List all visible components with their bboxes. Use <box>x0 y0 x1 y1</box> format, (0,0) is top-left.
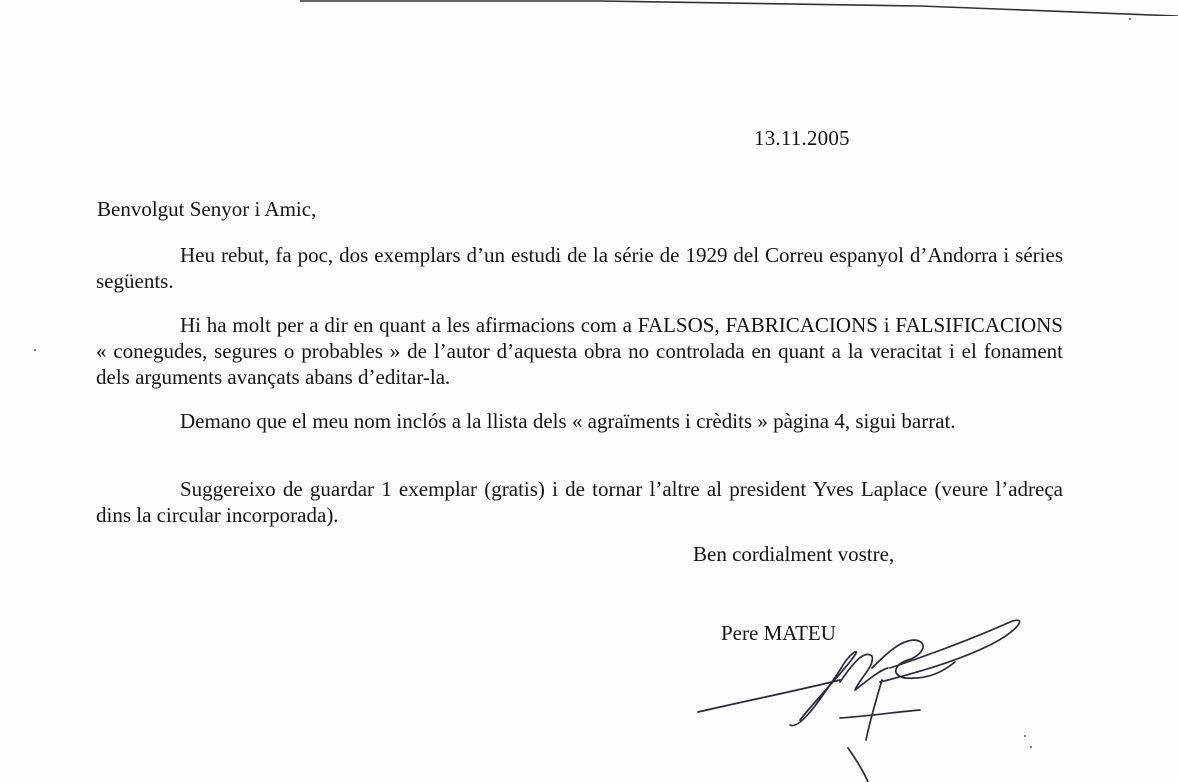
handwritten-signature <box>690 600 1030 782</box>
paragraph-suggestion: Suggereixo de guardar 1 exemplar (gratis) i de tornar l’altre al president Yves Laplace (veure l’adreça dins la circular incorporada). <box>96 477 1063 527</box>
paragraph-remove-name: Demano que el meu nom inclós a la llista dels « agraïments i crèdits » pàgina 4, sigui barrat. <box>180 409 956 433</box>
paragraph-claims: Hi ha molt per a dir en quant a les afirmacions com a FALSOS, FABRICACIONS i FALSIFICACIONS « conegudes, segures o probables » de l’autor d’aquesta obra no controlada en quant a la veracitat i el fonament dels arguments avançats abans d’editar-la. <box>96 313 1063 389</box>
paper-speck <box>1024 735 1026 737</box>
paper-speck <box>1129 18 1131 20</box>
paragraph-received: Heu rebut, fa poc, dos exemplars d’un estudi de la série de 1929 del Correu espanyol d’Andorra i séries següents. <box>96 243 1063 293</box>
top-rule-line <box>300 0 1178 16</box>
paper-speck <box>34 349 36 351</box>
paper-speck <box>1030 746 1032 748</box>
signer-name: Pere MATEU <box>721 621 836 645</box>
closing-line: Ben cordialment vostre, <box>693 542 895 566</box>
salutation: Benvolgut Senyor i Amic, <box>97 197 317 221</box>
letter-date: 13.11.2005 <box>754 126 850 150</box>
